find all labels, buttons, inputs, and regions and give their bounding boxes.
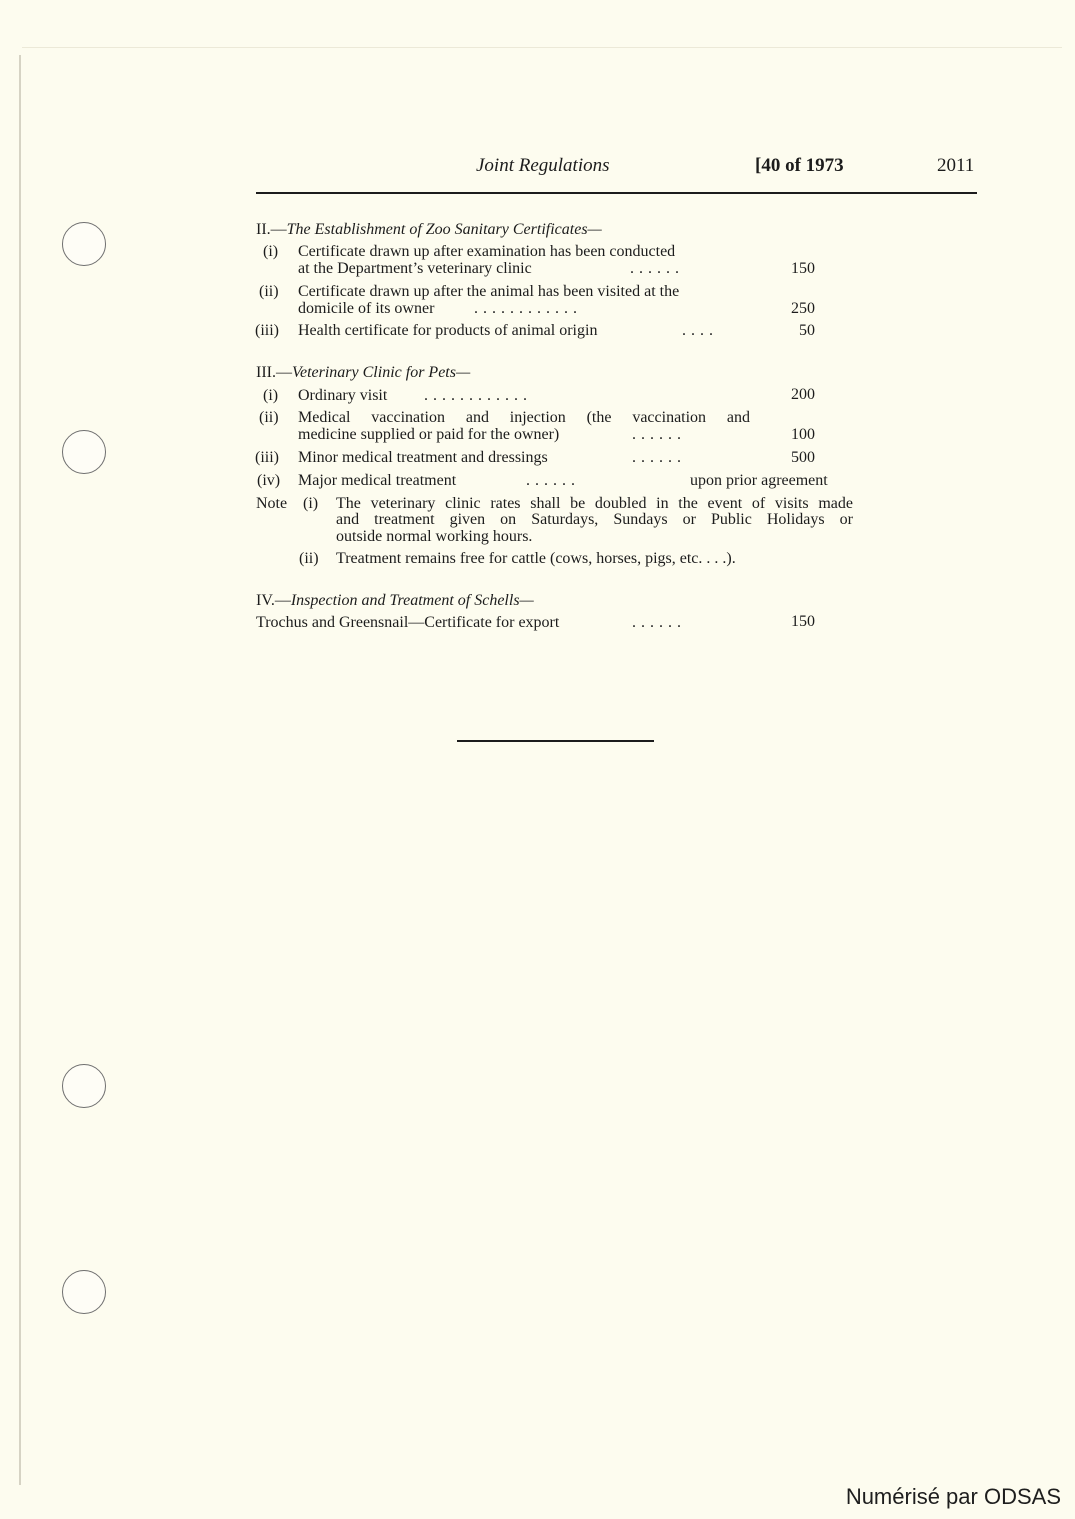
leader-dots: . . . . . . [630,260,680,277]
act-reference: [40 of 1973 [755,155,844,176]
section-3-heading: III.—Veterinary Clinic for Pets— [256,364,471,381]
leader-dots: . . . . . . [526,472,576,489]
header-rule [256,192,977,194]
leader-dots: . . . . [682,322,714,339]
item-text: medicine supplied or paid for the owner) [298,426,560,443]
item-text: Health certificate for products of animal origin [298,322,598,339]
section-4-heading: IV.—Inspection and Treatment of Schells— [256,592,534,609]
item-number: (i) [263,243,279,260]
leader-dots: . . . . . . [632,449,682,466]
leader-dots: . . . . . . [632,614,682,631]
note-number: (ii) [299,550,319,567]
fee-amount: 500 [791,449,815,466]
item-number: (ii) [259,409,279,426]
fee-amount: 250 [791,300,815,317]
item-text: Medical vaccination and injection (the vaccination and [298,409,750,426]
punch-hole [62,1064,106,1108]
page-left-edge [19,55,21,1485]
punch-hole [62,430,106,474]
punch-hole [62,1270,106,1314]
item-text: Major medical treatment [298,472,457,489]
note-text: and treatment given on Saturdays, Sundays or Public Holidays or [336,511,853,528]
fee-amount: 200 [791,386,815,403]
punch-hole [62,222,106,266]
item-text: Certificate drawn up after the animal has been visited at the [298,283,680,300]
digitization-stamp: Numérisé par ODSAS [845,1484,1061,1509]
end-rule [457,740,654,742]
item-text: Ordinary visit [298,387,388,404]
page-top-edge [22,47,1062,48]
item-text: Trochus and Greensnail—Certificate for export [256,614,560,631]
fee-amount: 150 [791,260,815,277]
item-number: (iii) [255,322,279,339]
note-label: Note [256,495,288,512]
page-number: 2011 [937,155,975,176]
leader-dots: . . . . . . [632,426,682,443]
item-text: at the Department’s veterinary clinic [298,260,532,277]
fee-amount: 50 [799,322,815,339]
section-2-heading: II.—The Establishment of Zoo Sanitary Certificates— [256,221,602,238]
note-number: (i) [303,495,319,512]
item-text: Certificate drawn up after examination has been conducted [298,243,676,260]
leader-dots: . . . . . . . . . . . . [424,387,528,404]
fee-amount: 100 [791,426,815,443]
item-text: domicile of its owner [298,300,435,317]
leader-dots: . . . . . . . . . . . . [474,300,578,317]
item-number: (i) [263,387,279,404]
item-number: (ii) [259,283,279,300]
fee-amount: 150 [791,613,815,630]
item-text: Minor medical treatment and dressings [298,449,548,466]
item-number: (iv) [257,472,281,489]
item-number: (iii) [255,449,279,466]
note-text: The veterinary clinic rates shall be doubled in the event of visits made [336,495,853,512]
note-text: Treatment remains free for cattle (cows, horses, pigs, etc. . . .). [336,550,736,567]
fee-amount: upon prior agreement [690,472,828,489]
running-title: Joint Regulations [476,155,610,176]
note-text: outside normal working hours. [336,528,533,545]
